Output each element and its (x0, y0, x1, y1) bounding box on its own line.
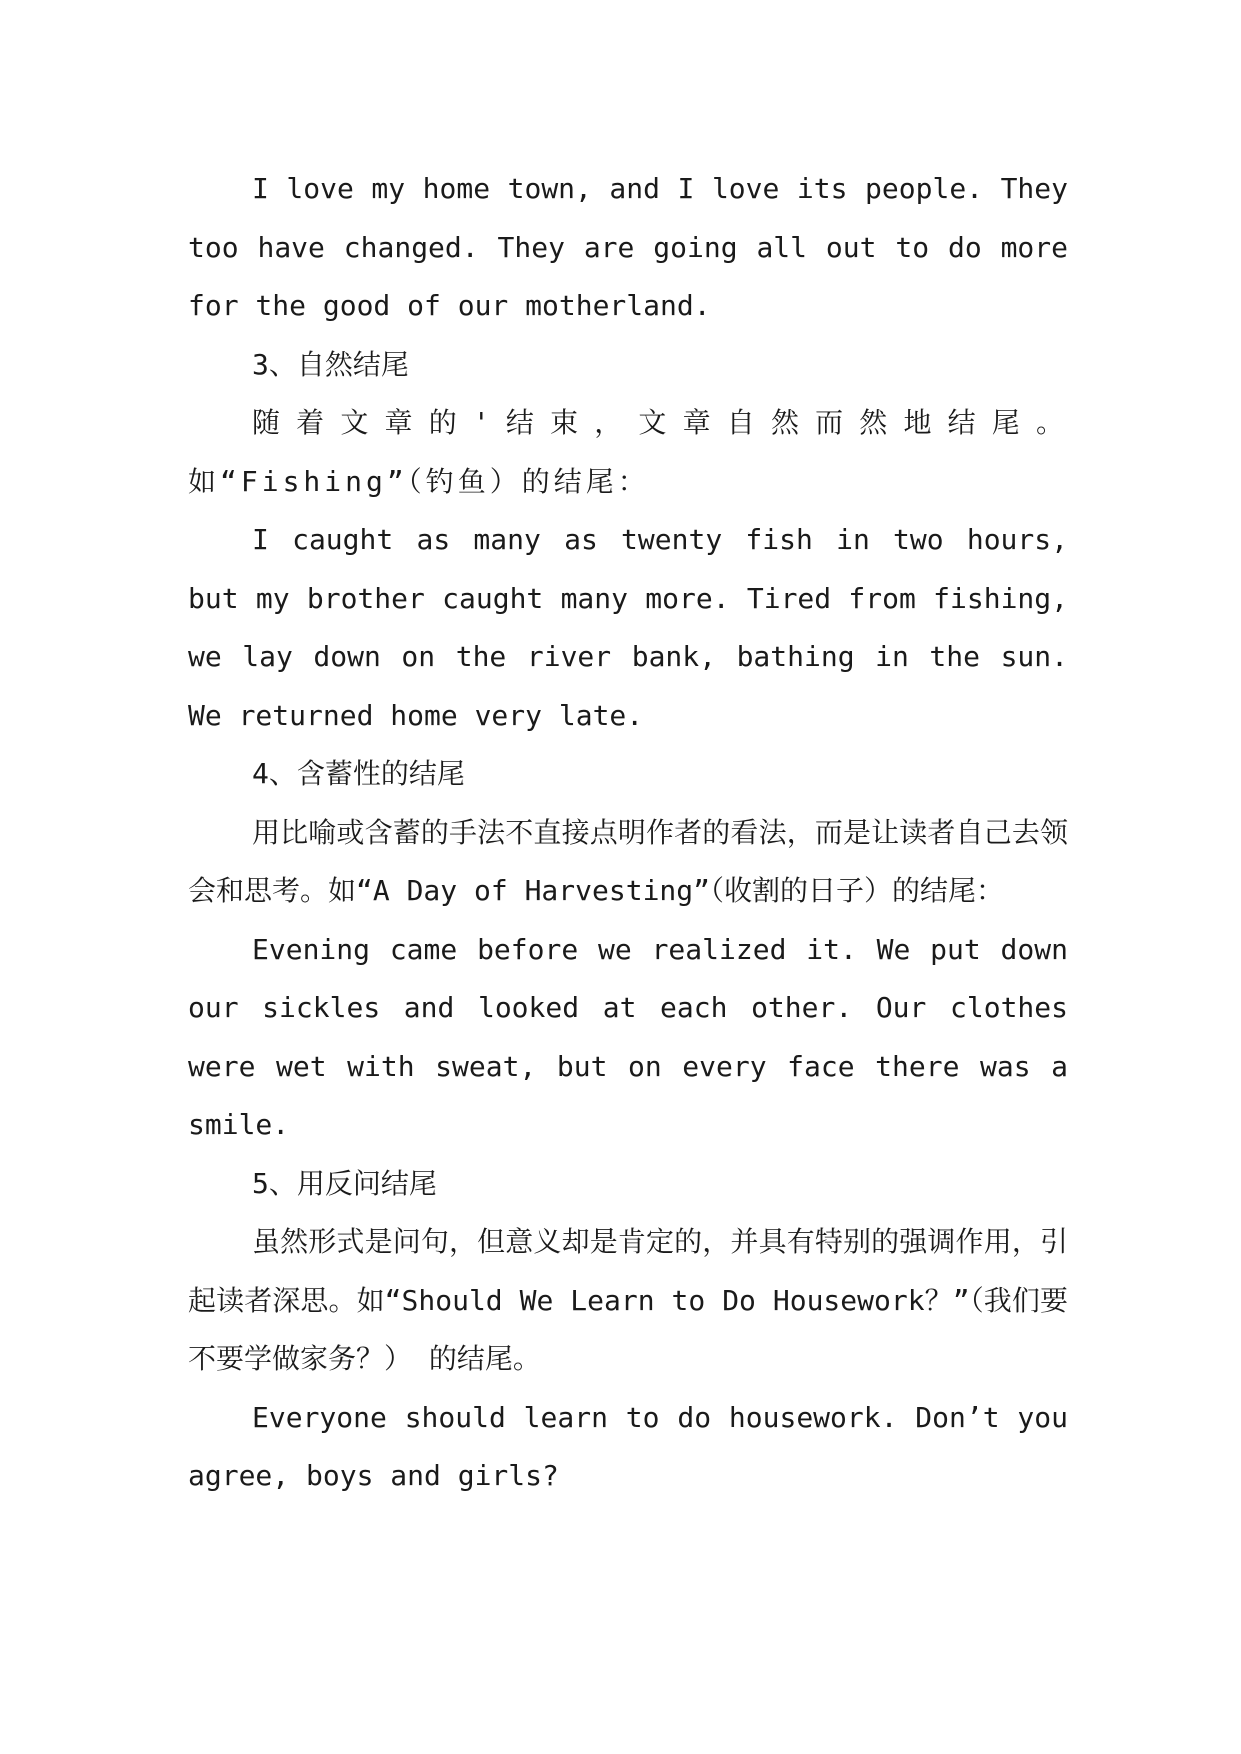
paragraph-harvesting-example: Evening came before we realized it. We put down our sickles and looked at each other. Our clothes were wet with sweat, but on every face there was a smile. (188, 932, 1068, 1141)
heading-rhetorical-ending: 5、用反问结尾 (252, 1166, 437, 1200)
paragraph-implicit-ending-intro: 用比喻或含蓄的手法不直接点明作者的看法，而是让读者自己去领会和思考。如“A Day of Harvesting”（收割的日子）的结尾： (188, 815, 1068, 907)
paragraph-fishing-example: I caught as many as twenty fish in two hours, but my brother caught many more. Tired from fishing, we lay down on the river bank, bathing in the sun. We returned home very late. (188, 523, 1068, 732)
paragraph-natural-ending-intro: 随着文章的'结束，文章自然而然地结尾。如“Fishing”（钓鱼）的结尾： (188, 406, 1068, 498)
paragraph-housework-example: Everyone should learn to do housework. Don’t you agree, boys and girls? (188, 1400, 1068, 1492)
heading-natural-ending: 3、自然结尾 (252, 347, 409, 381)
document-page (188, 160, 1068, 1506)
paragraph-home-town: I love my home town, and I love its people. They too have changed. They are going all out to do more for the good of our motherland. (188, 172, 1068, 322)
heading-implicit-ending: 4、含蓄性的结尾 (252, 757, 465, 790)
paragraph-rhetorical-ending-intro: 虽然形式是问句，但意义却是肯定的，并具有特别的强调作用，引起读者深思。如“Should We Learn to Do Housework？”（我们要不要学做家务？） 的结尾。 (188, 1225, 1068, 1375)
